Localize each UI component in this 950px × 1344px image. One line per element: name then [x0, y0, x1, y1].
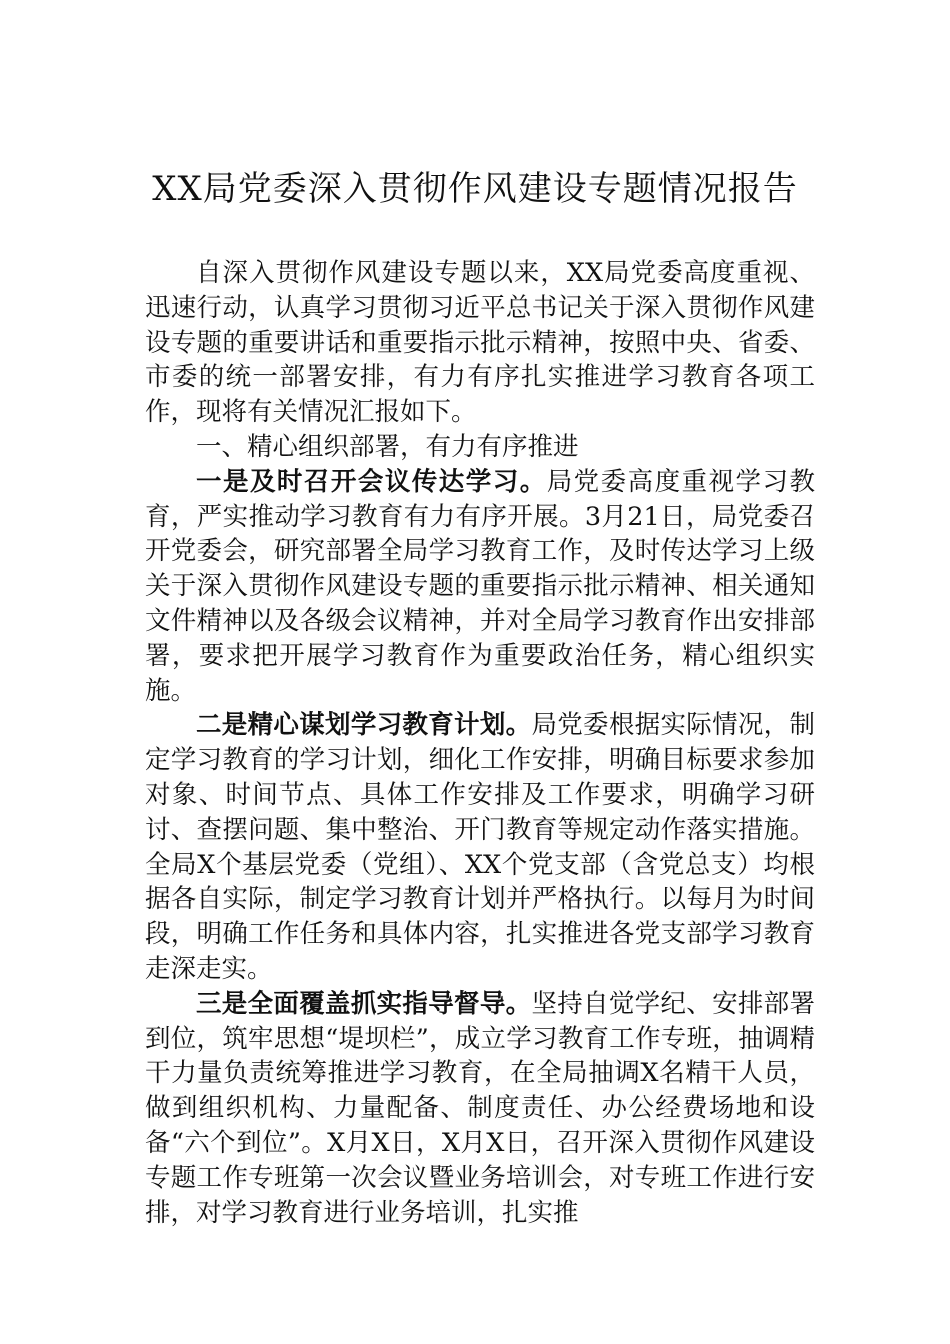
paragraph-text: 局党委根据实际情况，制定学习教育的学习计划，细化工作安排，明确目标要求参加对象、时间节点、具体工作安排及工作要求，明确学习研讨、查摆问题、集中整治、开门教育等规定动作落实措施。全局X个基层党委（党组）、XX个党支部（含党总支）均根据各自实际，制定学习教育计划并严格执行。以每月为时间段，明确工作任务和具体内容，扎实推进各党支部学习教育走深走实。	[145, 710, 815, 984]
paragraph-lead: 二是精心谋划学习教育计划。	[196, 710, 532, 741]
paragraph-text: 局党委高度重视学习教育，严实推动学习教育有力有序开展。3月21日，局党委召开党委会，研究部署全局学习教育工作，及时传达学习上级关于深入贯彻作风建设专题的重要指示批示精神、相关通知文件精神以及各级会议精神，并对全局学习教育作出安排部署，要求把开展学习教育作为重要政治任务，精心组织实施。	[145, 466, 815, 706]
section-heading: 一、精心组织部署，有力有序推进	[196, 431, 579, 462]
paragraph-text: 坚持自觉学纪、安排部署到位，筑牢思想“堤坝栏”，成立学习教育工作专班，抽调精干力量负责统筹推进学习教育，在全局抽调X名精干人员，做到组织机构、力量配备、制度责任、办公经费场地和设备“六个到位”。X月X日，X月X日，召开深入贯彻作风建设专题工作专班第一次会议暨业务培训会，对专班工作进行安排，对学习教育进行业务培训，扎实推	[145, 988, 815, 1228]
document-title: XX局党委深入贯彻作风建设专题情况报告	[152, 169, 798, 209]
paragraph-lead: 三是全面覆盖抓实指导督导。	[196, 988, 532, 1019]
intro-paragraph: 自深入贯彻作风建设专题以来，XX局党委高度重视、迅速行动，认真学习贯彻习近平总书记关于深入贯彻作风建设专题的重要讲话和重要指示批示精神，按照中央、省委、市委的统一部署安排，有力有序扎实推进学习教育各项工作，现将有关情况汇报如下。	[145, 258, 815, 428]
paragraph-item-3	[145, 987, 815, 1231]
paragraph-item-2	[145, 708, 815, 986]
document-body	[145, 256, 815, 1230]
paragraph-lead: 一是及时召开会议传达学习。	[196, 466, 547, 497]
paragraph-item-1	[145, 465, 815, 709]
